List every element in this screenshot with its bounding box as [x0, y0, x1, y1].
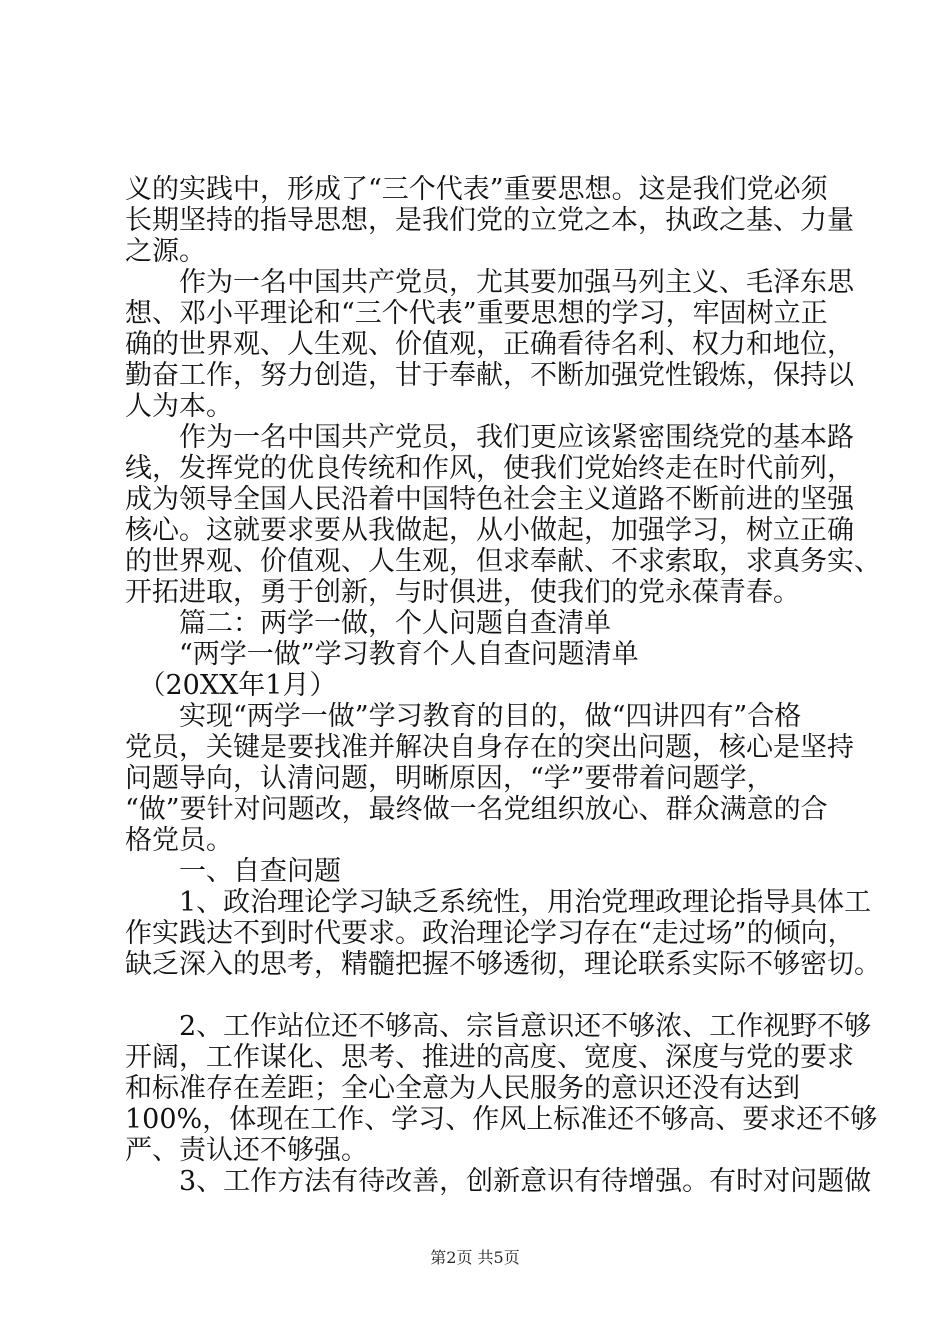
- section-heading: 篇二：两学一做，个人问题自查清单: [125, 608, 611, 639]
- text-line: 1、政治理论学习缺乏系统性，用治党理政理论指导具体工: [125, 887, 872, 918]
- text-line: 100%，体现在工作、学习、作风上标准还不够高、要求还不够: [125, 1104, 878, 1135]
- text-line: 的世界观、价值观、人生观，但求奉献、不求索取，求真务实、: [125, 546, 881, 577]
- text-line: 3、工作方法有待改善，创新意识有待增强。有时对问题做: [125, 1166, 872, 1197]
- text-line: 2、工作站位还不够高、宗旨意识还不够浓、工作视野不够: [125, 1011, 872, 1042]
- text-line: “做”要针对问题改，最终做一名党组织放心、群众满意的合: [125, 794, 828, 825]
- text-line: 问题导向，认清问题，明晰原因，“学”要带着问题学，: [125, 763, 774, 794]
- text-line: 和标准存在差距；全心全意为人民服务的意识还没有达到: [125, 1073, 800, 1104]
- text-line: 确的世界观、人生观、价值观，正确看待名利、权力和地位，: [125, 329, 854, 360]
- text-line: 开拓进取，勇于创新，与时俱进，使我们的党永葆青春。: [125, 577, 800, 608]
- text-line: 开阔，工作谋化、思考、推进的高度、宽度、深度与党的要求: [125, 1042, 854, 1073]
- text-line: 之源。: [125, 236, 206, 267]
- text-line: 想、邓小平理论和“三个代表”重要思想的学习，牢固树立正: [125, 298, 828, 329]
- text-line: 核心。这就要求要从我做起，从小做起，加强学习，树立正确: [125, 515, 854, 546]
- text-line: 实现“两学一做”学习教育的目的，做“四讲四有”合格: [125, 701, 802, 732]
- text-line: 缺乏深入的思考，精髓把握不够透彻，理论联系实际不够密切。: [125, 949, 881, 980]
- text-line: 作为一名中国共产党员，我们更应该紧密围绕党的基本路: [125, 422, 854, 453]
- text-line: 作为一名中国共产党员，尤其要加强马列主义、毛泽东思: [125, 267, 854, 298]
- text-line: 义的实践中，形成了“三个代表”重要思想。这是我们党必须: [125, 174, 828, 205]
- text-line: 人为本。: [125, 391, 233, 422]
- section-heading: 一、自查问题: [125, 856, 341, 887]
- blank-line: [125, 980, 835, 1011]
- text-line: 线，发挥党的优良传统和作风，使我们党始终走在时代前列，: [125, 453, 854, 484]
- document-title: “两学一做”学习教育个人自查问题清单: [125, 639, 639, 670]
- text-line: 长期坚持的指导思想，是我们党的立党之本，执政之基、力量: [125, 205, 854, 236]
- text-line: 严、责认还不够强。: [125, 1135, 368, 1166]
- text-line: 成为领导全国人民沿着中国特色社会主义道路不断前进的坚强: [125, 484, 854, 515]
- text-line: 勤奋工作，努力创造，甘于奉献，不断加强党性锻炼，保持以: [125, 360, 854, 391]
- document-date: （20XX年1月）: [125, 670, 337, 701]
- text-line: 党员，关键是要找准并解决自身存在的突出问题，核心是坚持: [125, 732, 854, 763]
- text-line: 作实践达不到时代要求。政治理论学习存在“走过场”的倾向，: [125, 918, 855, 949]
- text-line: 格党员。: [125, 825, 233, 856]
- page-number-footer: 第2页 共5页: [430, 1248, 520, 1267]
